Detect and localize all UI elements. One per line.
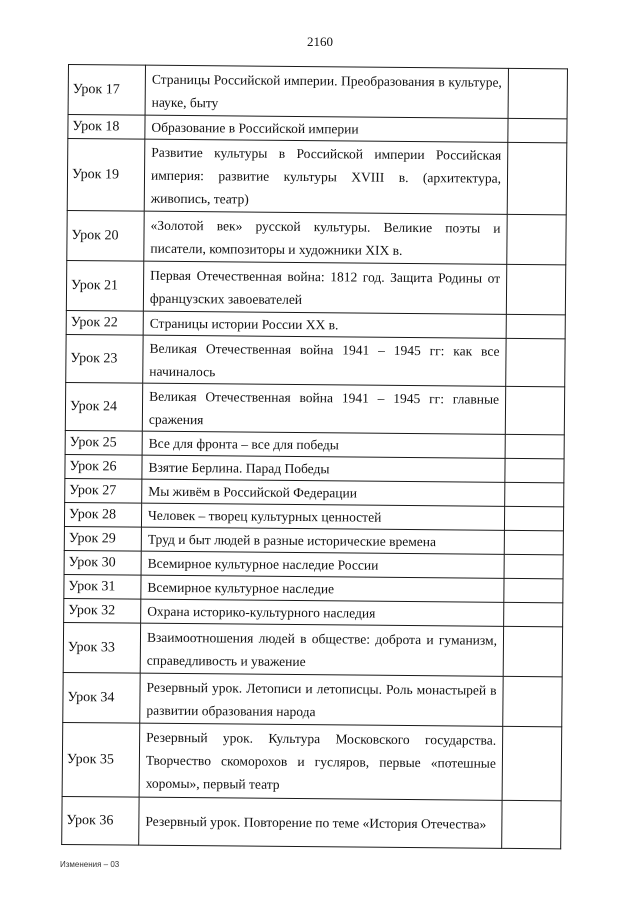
page-number: 2160: [307, 34, 333, 49]
lesson-title: Страницы истории России XX в.: [143, 311, 506, 338]
lesson-title: Человек – творец культурных ценностей: [141, 503, 504, 530]
lesson-title: Страницы Российской империи. Преобразования в культуре, науке, быту: [145, 65, 508, 118]
lesson-title: Резервный урок. Повторение по теме «История Отечества»: [139, 797, 502, 848]
empty-cell: [506, 338, 565, 387]
footer-note: Изменения – 03: [60, 860, 120, 869]
lesson-title: Развитие культуры в Российской империи Российская империя: развитие культуры XVIII в. (архитектура, живопись, театр): [144, 139, 508, 214]
empty-cell: [507, 142, 567, 215]
empty-cell: [502, 726, 562, 801]
empty-cell: [502, 800, 561, 849]
empty-cell: [504, 506, 563, 531]
table-row: [68, 65, 567, 119]
lesson-title: Взятие Берлина. Парад Победы: [142, 455, 505, 482]
empty-cell: [505, 386, 564, 435]
empty-cell: [505, 434, 564, 459]
lesson-title: Великая Отечественная война 1941 – 1945 гг: главные сражения: [142, 383, 505, 434]
table-row: [63, 622, 562, 676]
lesson-title: Взаимоотношения людей в обществе: доброта и гуманизм, справедливость и уважение: [140, 623, 503, 676]
empty-cell: [506, 314, 565, 339]
table-row: [67, 139, 567, 215]
lesson-number: Урок 32: [64, 598, 141, 623]
lesson-number: Урок 24: [65, 382, 142, 431]
lesson-title: Резервный урок. Летописи и летописцы. Роль монастырей в развитии образования народа: [140, 673, 503, 726]
lesson-number: Урок 22: [66, 310, 143, 335]
lessons-table: [61, 64, 568, 849]
lesson-title: Первая Отечественная война: 1812 год. Защита Родины от французских завоевателей: [143, 261, 506, 314]
lesson-title: Мы живём в Российской Федерации: [142, 479, 505, 506]
lesson-number: Урок 31: [64, 574, 141, 599]
empty-cell: [504, 554, 563, 579]
lesson-title: Всемирное культурное наследие России: [141, 551, 504, 578]
lesson-number: Урок 25: [65, 430, 142, 455]
lesson-title: Резервный урок. Культура Московского государства. Творчество скоморохов и гусляров, первые «потешные хоромы», первый театр: [139, 723, 503, 800]
lesson-number: Урок 18: [68, 115, 145, 140]
table-row: [66, 334, 565, 386]
lesson-number: Урок 19: [67, 139, 145, 212]
lesson-number: Урок 34: [63, 672, 140, 723]
lesson-title: Великая Отечественная война 1941 – 1945 гг: как все начиналось: [143, 335, 506, 386]
empty-cell: [506, 264, 565, 315]
table-row: [62, 796, 561, 848]
lesson-number: Урок 29: [64, 526, 141, 551]
lesson-number: Урок 36: [62, 796, 139, 845]
table-row: [62, 722, 562, 800]
empty-cell: [505, 482, 564, 507]
lesson-number: Урок 28: [64, 502, 141, 527]
lesson-number: Урок 20: [67, 210, 144, 261]
empty-cell: [503, 676, 562, 727]
lesson-title: Всемирное культурное наследие: [141, 575, 504, 602]
lesson-title: Охрана историко-культурного наследия: [141, 599, 504, 626]
empty-cell: [504, 602, 563, 627]
empty-cell: [507, 214, 566, 265]
lesson-number: Урок 21: [66, 260, 143, 311]
lesson-number: Урок 26: [65, 454, 142, 479]
lesson-title: Труд и быт людей в разные исторические времена: [141, 527, 504, 554]
empty-cell: [504, 578, 563, 603]
table-row: [66, 260, 565, 314]
table-row: [63, 672, 562, 726]
table-row: [67, 210, 566, 264]
lesson-number: Урок 33: [63, 622, 140, 673]
lesson-number: Урок 27: [65, 478, 142, 503]
lesson-number: Урок 23: [66, 334, 143, 383]
empty-cell: [504, 530, 563, 555]
empty-cell: [508, 68, 567, 119]
lesson-number: Урок 35: [62, 722, 140, 797]
lesson-number: Урок 30: [64, 550, 141, 575]
lesson-title: Образование в Российской империи: [145, 115, 508, 142]
empty-cell: [503, 626, 562, 677]
empty-cell: [505, 458, 564, 483]
empty-cell: [508, 118, 567, 143]
table-row: [65, 382, 564, 434]
lesson-title: Все для фронта – все для победы: [142, 431, 505, 458]
lesson-title: «Золотой век» русской культуры. Великие поэты и писатели, композиторы и художники XIX в.: [144, 211, 507, 264]
lesson-number: Урок 17: [68, 65, 145, 116]
